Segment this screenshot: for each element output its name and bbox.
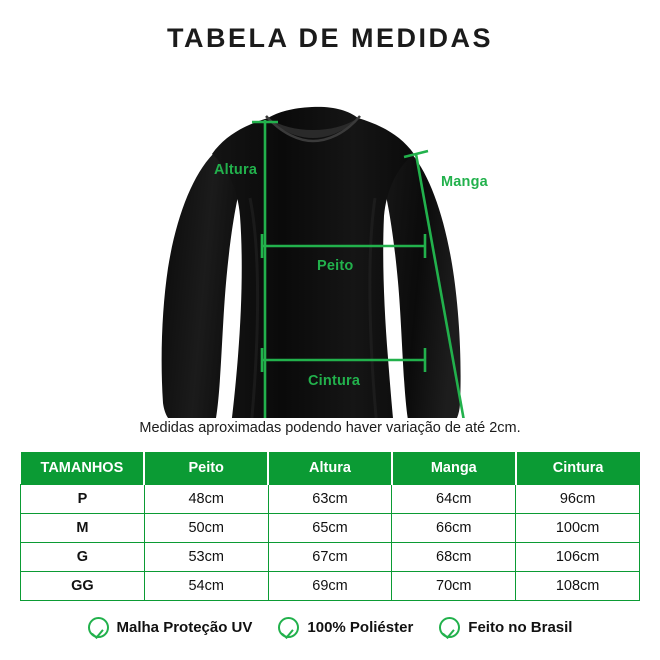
check-circle-icon (88, 617, 109, 638)
table-row (21, 572, 640, 601)
measurement-note: Medidas aproximadas podendo haver variação de até 2cm. (139, 420, 521, 436)
cell-cintura: 108cm (516, 572, 640, 601)
badge-label: Malha Proteção UV (116, 619, 253, 636)
cell-size: M (21, 514, 145, 543)
cell-peito: 53cm (144, 543, 268, 572)
page-title: TABELA DE MEDIDAS (167, 23, 493, 53)
shirt-graphic (0, 58, 660, 418)
badge-label: Feito no Brasil (468, 619, 573, 636)
cell-altura: 69cm (268, 572, 392, 601)
cell-cintura: 106cm (516, 543, 640, 572)
label-peito: Peito (317, 258, 354, 274)
label-cintura: Cintura (308, 373, 361, 389)
badge-uv-protection (88, 617, 253, 638)
column-header-peito: Peito (144, 452, 268, 485)
cell-altura: 65cm (268, 514, 392, 543)
cell-manga: 68cm (392, 543, 516, 572)
cell-manga: 66cm (392, 514, 516, 543)
column-header-manga: Manga (392, 452, 516, 485)
check-circle-icon (278, 617, 299, 638)
cell-size: GG (21, 572, 145, 601)
sleeve-left (162, 154, 244, 418)
table-row (21, 514, 640, 543)
cell-size: P (21, 485, 145, 514)
badge-label: 100% Poliéster (307, 619, 414, 636)
label-altura: Altura (214, 162, 258, 178)
size-table (20, 452, 640, 601)
badge-polyester (278, 617, 413, 638)
column-header-tamanhos: TAMANHOS (21, 452, 145, 485)
check-circle-icon (439, 617, 460, 638)
cell-peito: 54cm (144, 572, 268, 601)
shirt-body (212, 107, 414, 418)
badge-made-in-brazil (439, 617, 572, 638)
shirt-illustration (0, 58, 660, 418)
cell-cintura: 100cm (516, 514, 640, 543)
table-row (21, 485, 640, 514)
cell-manga: 70cm (392, 572, 516, 601)
column-header-altura: Altura (268, 452, 392, 485)
size-table-wrapper (18, 450, 642, 603)
footer-badges (0, 617, 660, 638)
cell-manga: 64cm (392, 485, 516, 514)
cell-cintura: 96cm (516, 485, 640, 514)
cell-altura: 63cm (268, 485, 392, 514)
cell-altura: 67cm (268, 543, 392, 572)
label-manga: Manga (441, 174, 488, 190)
column-header-cintura: Cintura (516, 452, 640, 485)
cell-size: G (21, 543, 145, 572)
cell-peito: 50cm (144, 514, 268, 543)
sleeve-right (380, 154, 461, 418)
table-row (21, 543, 640, 572)
table-header-row (21, 452, 640, 485)
cell-peito: 48cm (144, 485, 268, 514)
